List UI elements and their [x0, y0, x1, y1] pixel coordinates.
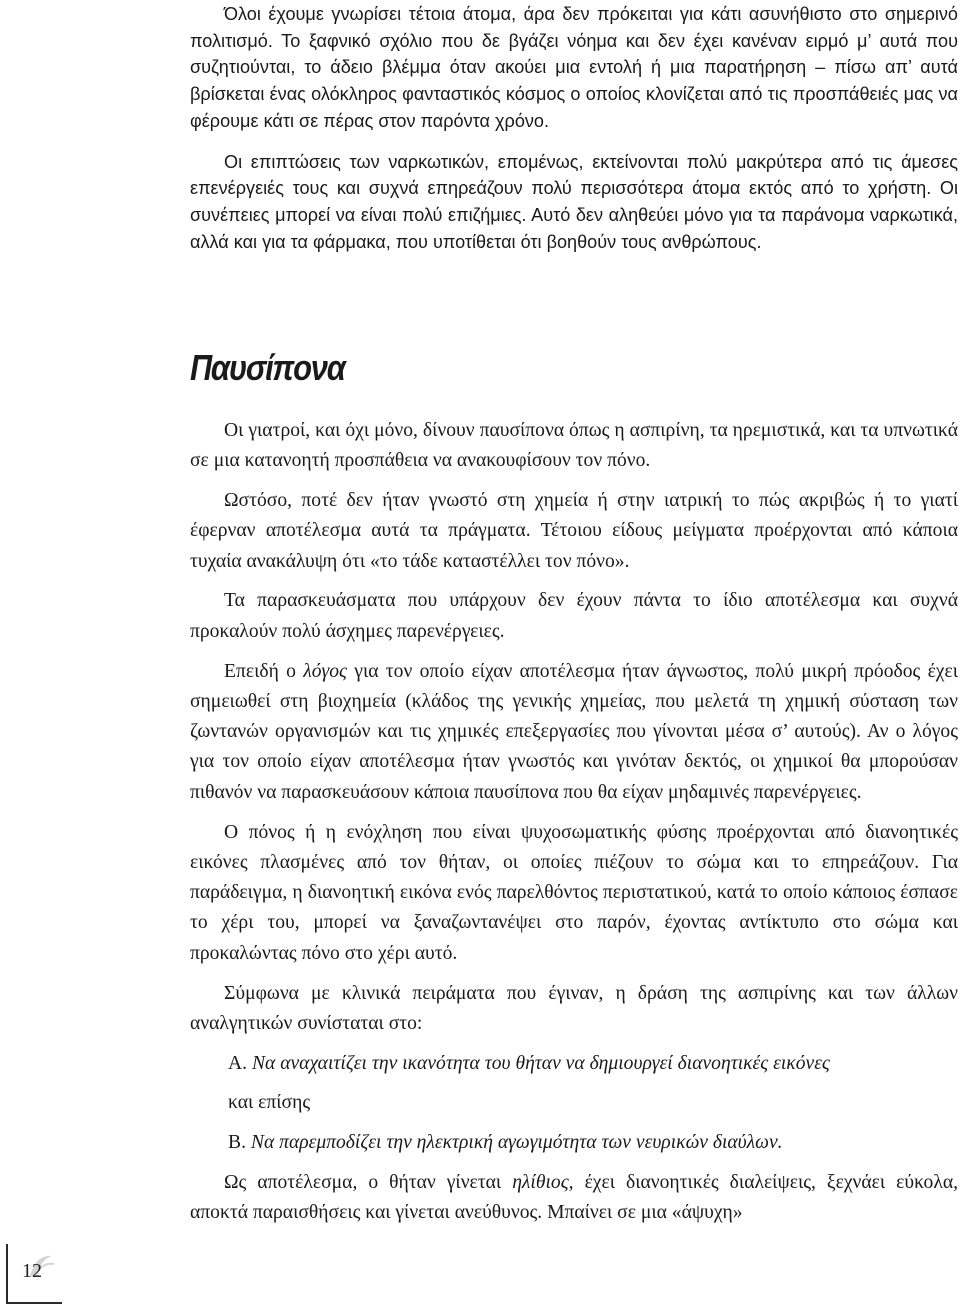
paragraph-7-italic: ηλίθιος,	[512, 1172, 574, 1194]
and-also-line: και επίσης	[228, 1092, 311, 1114]
list-item-b	[190, 1128, 958, 1158]
list-item-a-prefix: A.	[228, 1052, 252, 1074]
intro-section	[190, 1, 958, 255]
painkillers-section	[190, 416, 958, 1229]
paragraph-7	[190, 1168, 958, 1229]
paragraph-6: Σύμφωνα με κλινικά πειράματα που έγιναν, η δράση της ασπιρίνης και των άλλων αναλγητικών συνίσταται στο:	[190, 982, 958, 1034]
list-item-a	[190, 1049, 958, 1079]
paragraph-4-end: για τον οποίο είχαν αποτέλεσμα ήταν άγνωστος, πολύ μικρή πρόοδος έχει σημειωθεί στη βιοχημεία (κλάδος της γενικής χημείας, που μελετά τη χημική σύσταση των ζωντανών οργανισμών και τις χημικές επεξεργασίες που γίνονται μέσα σ’ αυτούς). Αν ο λόγος για τον οποίο είχαν αποτέλεσμα ήταν γνωστός και γινόταν δεκτός, οι χημικοί θα μπορούσαν πιθανόν να παρασκευάσουν κάποια παυσίπονα που θα είχαν μηδαμινές παρενέργειες.	[190, 660, 958, 803]
list-item-b-text: Να παρεμποδίζει την ηλεκτρική αγωγιμότητα των νευρικών διαύλων.	[250, 1132, 783, 1154]
page-number-box	[6, 1244, 62, 1304]
paragraph-intro-1: Όλοι έχουμε γνωρίσει τέτοια άτομα, άρα δεν πρόκειται για κάτι ασυνήθιστο στο σημερινό πολιτισμό. Το ξαφνικό σχόλιο που δε βγάζει νόημα και δεν έχει κανέναν ειρμό μ’ αυτά που συζητιούνται, το άδειο βλέμμα όταν ακούει μια εντολή ή μια παρατήρηση – πίσω απ’ αυτά βρίσκεται ένας ολόκληρος φανταστικός κόσμος ο οποίος κλονίζεται από τις προσπάθειές μας να φέρουμε κάτι σε πέρας στον παρόντα χρόνο.	[190, 4, 958, 131]
paragraph-intro-2: Οι επιπτώσεις των ναρκωτικών, επομένως, εκτείνονται πολύ μακρύτερα από τις άμεσες επενέργειές τους και συχνά επηρεάζουν πολύ περισσότερα άτομα εκτός από το χρήστη. Οι συνέπειες μπορεί να είναι πολύ επιζήμιες. Αυτό δεν αληθεύει μόνο για τα παράνομα ναρκωτικά, αλλά και για τα φάρμακα, που υποτίθεται ότι βοηθούν τους ανθρώπους.	[190, 151, 958, 252]
section-heading: Παυσίπονα	[190, 347, 345, 388]
list-item-a-text: Να αναχαιτίζει την ικανότητα του θήταν να δημιουργεί διανοητικές εικόνες	[251, 1052, 830, 1074]
paragraph-7-start: Ως αποτέλεσμα, ο θήταν γίνεται	[224, 1172, 513, 1194]
paragraph-7-end: έχει διανοητικές διαλείψεις, ξεχνάει εύκολα, αποκτά παραισθήσεις και γίνεται ανεύθυνος. Μπαίνει σε μια «άψυχη»	[190, 1172, 958, 1224]
paragraph-5: Ο πόνος ή η ενόχληση που είναι ψυχοσωματικής φύσης προέρχονται από διανοητικές εικόνες πλασμένες από τον θήταν, οι οποίες πιέζουν το σώμα και το επηρεάζουν. Για παράδειγμα, η διανοητική εικόνα ενός παρελθόντος περιστατικού, κατά το οποίο κάποιος έσπασε το χέρι του, μπορεί να ξαναζωντανέψει στο παρόν, έχοντας αντίκτυπο στο σώμα και προκαλώντας πόνο στο χέρι αυτό.	[190, 821, 958, 964]
paragraph-2: Ωστόσο, ποτέ δεν ήταν γνωστό στη χημεία ή στην ιατρική το πώς ακριβώς ή το γιατί έφερναν αποτέλεσμα αυτά τα πράγματα. Τέτοιου είδους μείγματα προέρχονται από κάποια τυχαία ανακάλυψη ότι «το τάδε καταστέλλει τον πόνο».	[190, 490, 958, 572]
list-item-b-prefix: B.	[228, 1132, 251, 1154]
paragraph-4-italic: λόγος	[303, 660, 347, 682]
paragraph-3: Τα παρασκευάσματα που υπάρχουν δεν έχουν πάντα το ίδιο αποτέλεσμα και συχνά προκαλούν πολύ άσχημες παρενέργειες.	[190, 590, 958, 642]
paragraph-1: Οι γιατροί, και όχι μόνο, δίνουν παυσίπονα όπως η ασπιρίνη, τα ηρεμιστικά, και τα υπνωτικά σε μια κατανοητή προσπάθεια να ανακουφίσουν τον πόνο.	[190, 420, 958, 472]
paragraph-4-start: Επειδή ο	[224, 660, 304, 682]
page-number: 12	[22, 1260, 42, 1282]
paragraph-4	[190, 657, 958, 808]
